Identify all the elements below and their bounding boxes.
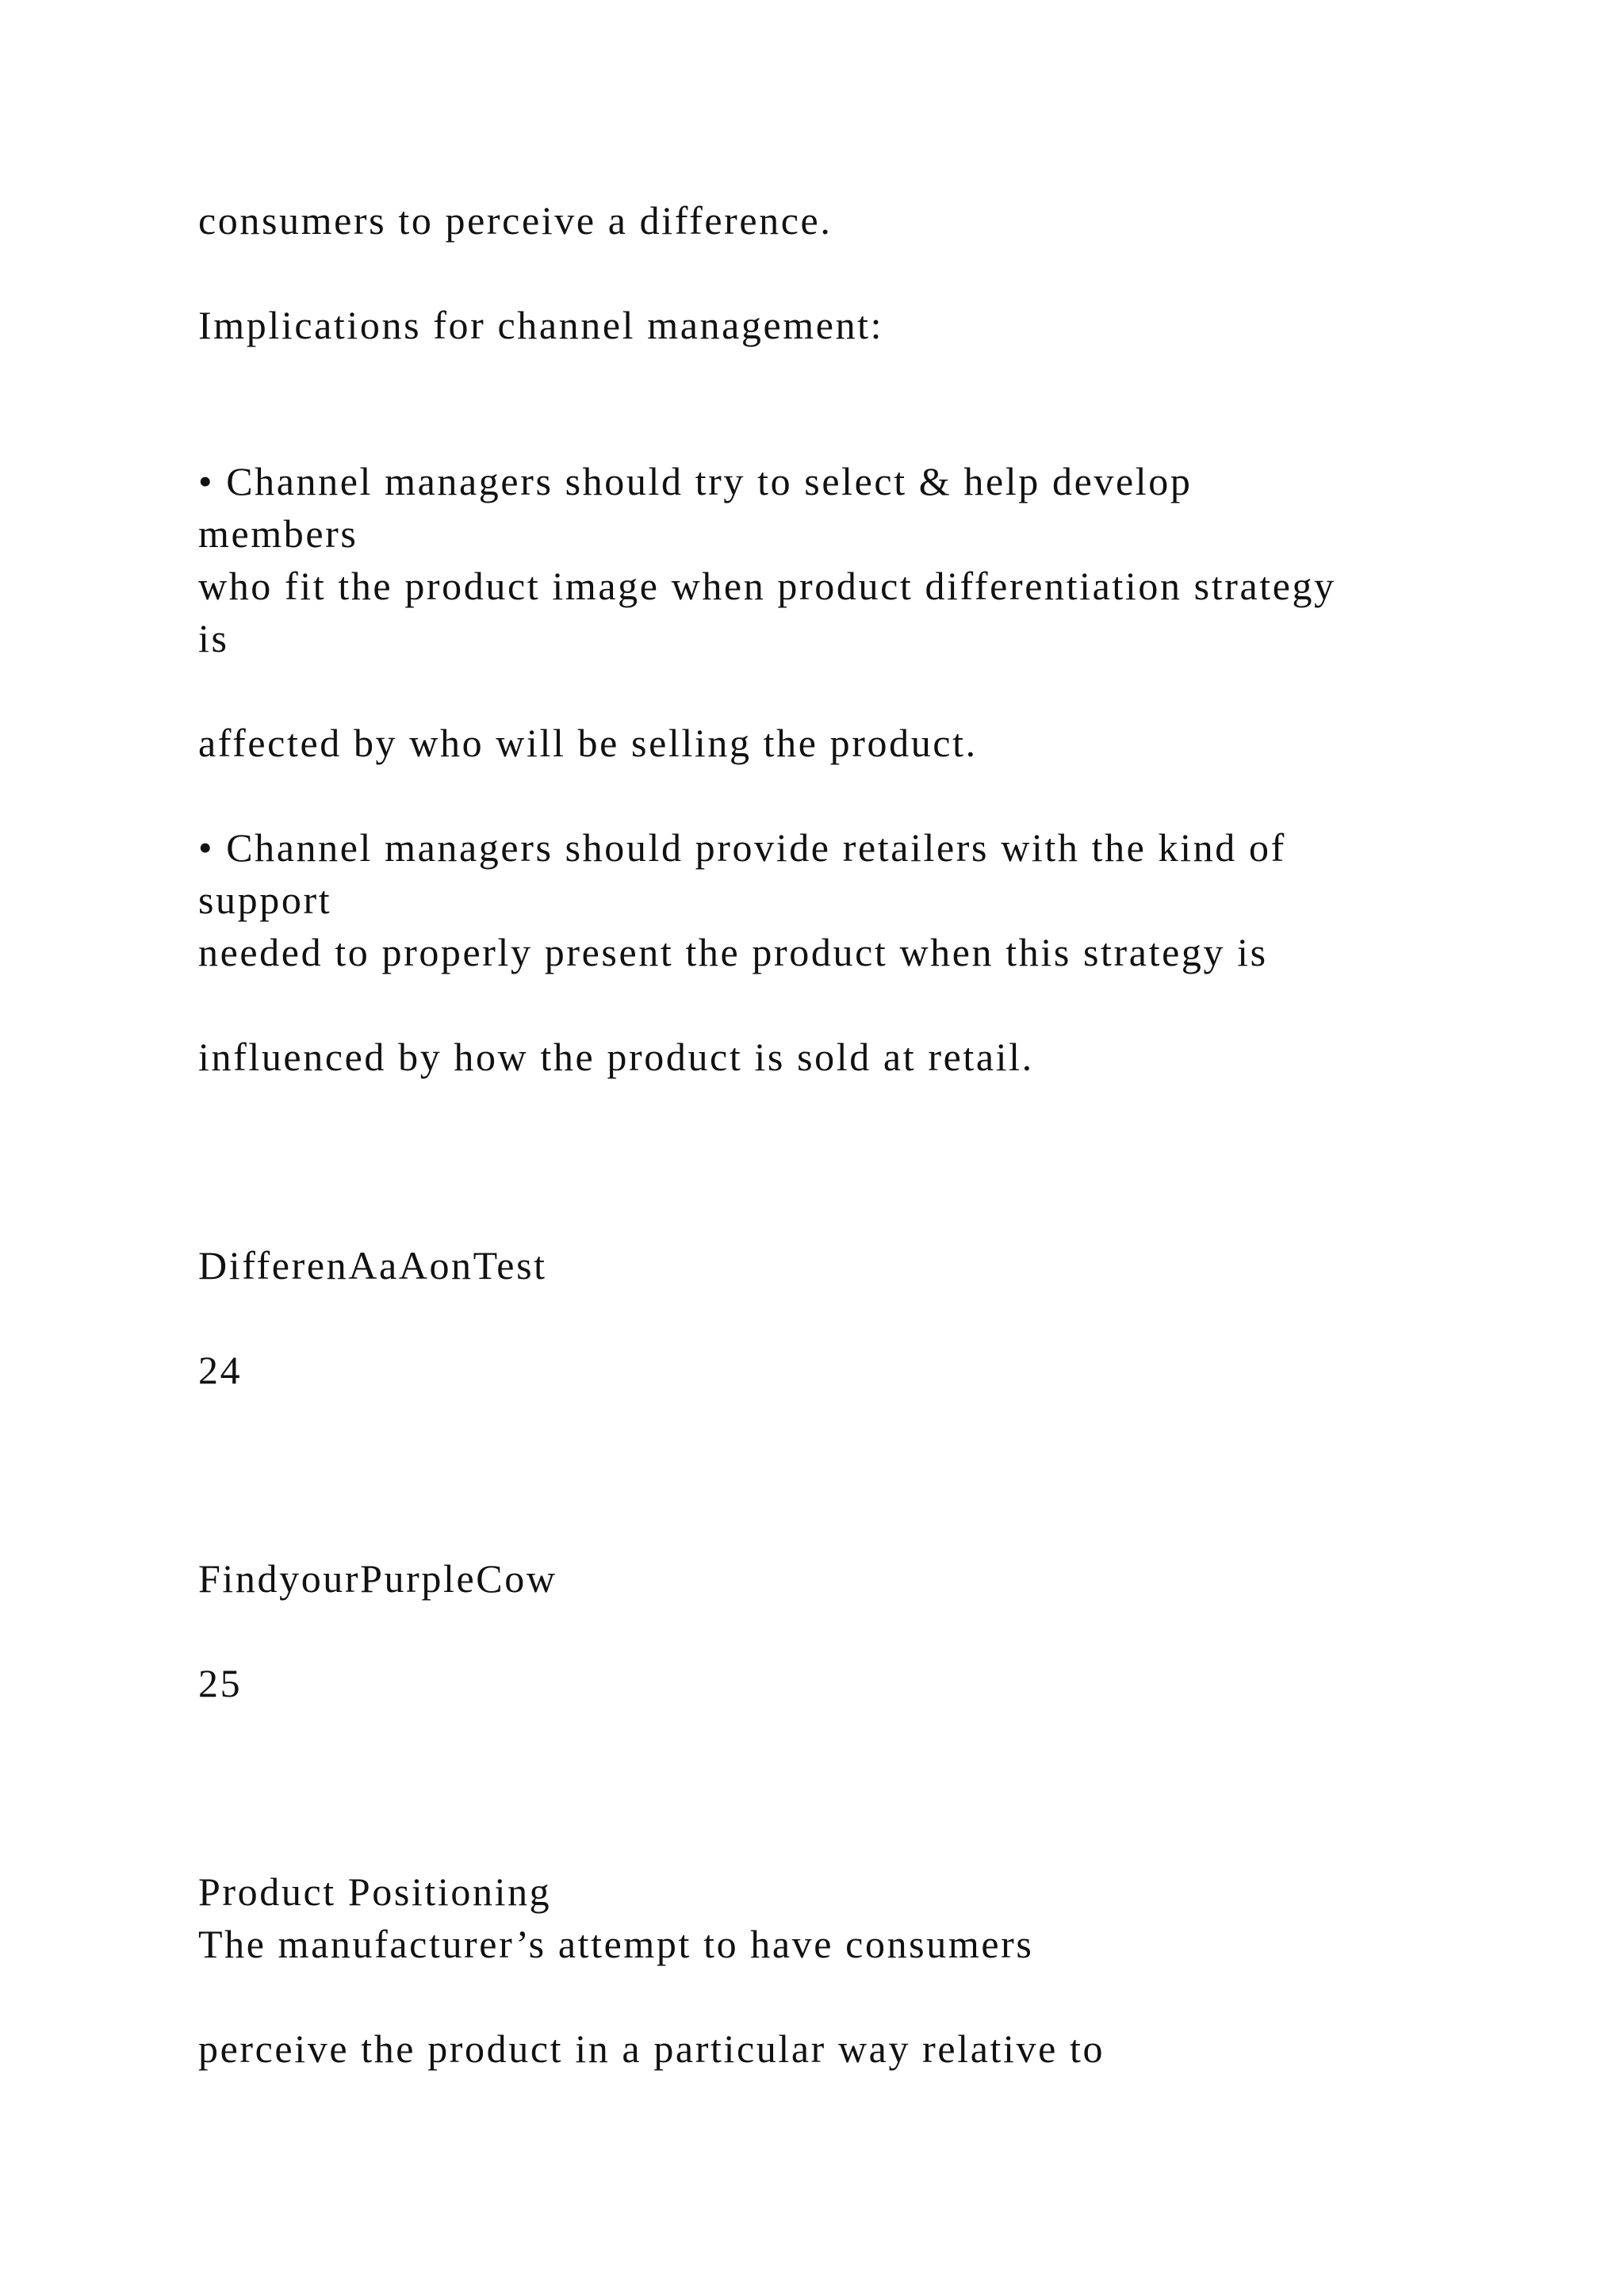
text-line: The manufacturer’s attempt to have consumers xyxy=(198,1922,1034,1966)
section-heading: Product Positioning xyxy=(198,1869,552,1914)
text-line: who fit the product image when product differentiation strategy xyxy=(198,564,1336,608)
slide-title: DifferenAaAonTest xyxy=(198,1243,547,1288)
slide-number: 25 xyxy=(198,1661,243,1705)
text-line: support xyxy=(198,878,332,922)
slide-title: FindyourPurpleCow xyxy=(198,1556,557,1601)
text-line: needed to properly present the product when this strategy is xyxy=(198,930,1268,974)
text-line: is xyxy=(198,616,229,660)
text-line: influenced by how the product is sold at retail. xyxy=(198,1035,1034,1079)
text-line: affected by who will be selling the product. xyxy=(198,721,978,765)
bullet-line: • Channel managers should try to select & help develop xyxy=(198,459,1193,503)
text-line: perceive the product in a particular way relative to xyxy=(198,2026,1105,2071)
text-line: members xyxy=(198,511,358,556)
bullet-line: • Channel managers should provide retailers with the kind of xyxy=(198,825,1286,870)
slide-number: 24 xyxy=(198,1348,243,1392)
text-line: consumers to perceive a difference. xyxy=(198,198,833,243)
text-line: Implications for channel management: xyxy=(198,303,884,347)
